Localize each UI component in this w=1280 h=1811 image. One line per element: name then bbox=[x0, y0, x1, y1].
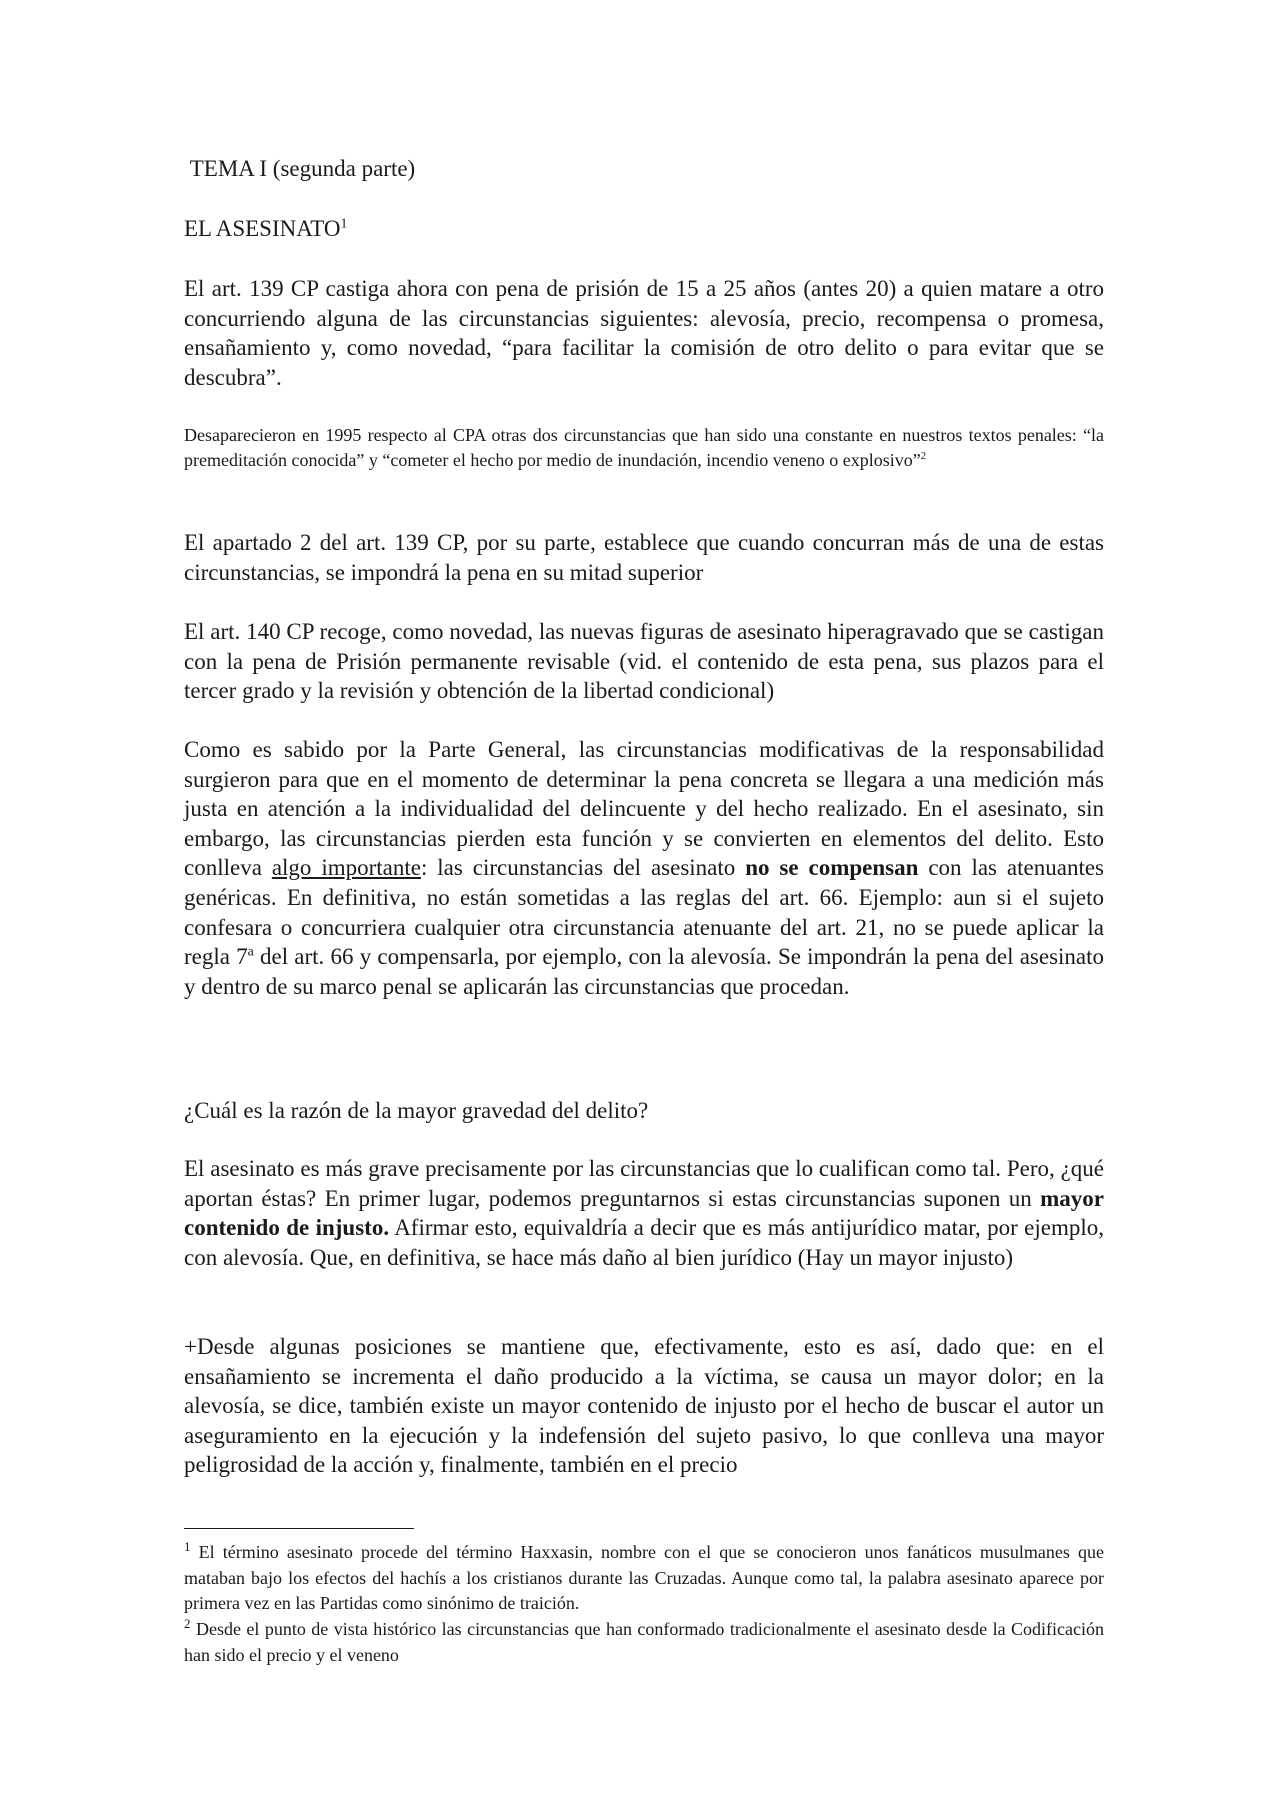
title-text: EL ASESINATO bbox=[184, 216, 341, 241]
paragraph-art139: El art. 139 CP castiga ahora con pena de prisión de 15 a 25 años (antes 20) a quien matare a otro concurriendo alguna de las circunstancias siguientes: alevosía, precio, recompensa o promesa, ensañamiento y, como novedad, “para facilitar la comisión de otro delito o para evitar que se descubra”. bbox=[184, 276, 1104, 390]
paragraph-apartado2: El apartado 2 del art. 139 CP, por su parte, establece que cuando concurran más de una de estas circunstancias, se impondrá la pena en su mitad superior bbox=[184, 530, 1104, 585]
footnote-1 bbox=[184, 1540, 1104, 1617]
footnote-1-number: 1 bbox=[184, 1539, 191, 1554]
note-small bbox=[184, 423, 1104, 473]
p4-text-a: Como es sabido por la Parte General, las circunstancias modificativas de la responsabilidad surgieron para que en el momento de determinar la pena concreta se llegara a una medición más justa en atención a la individualidad del delincuente y del hecho realizado. En el asesinato, sin embargo, las circunstancias pierden esta función y se convierten en elementos del delito. Esto conlleva bbox=[184, 737, 1104, 881]
paragraph-art140: El art. 140 CP recoge, como novedad, las nuevas figuras de asesinato hiperagravado que se castigan con la pena de Prisión permanente revisable (vid. el contenido de esta pena, sus plazos para el tercer grado y la revisión y obtención de la libertad condicional) bbox=[184, 619, 1104, 704]
question-heading: ¿Cuál es la razón de la mayor gravedad del delito? bbox=[184, 1098, 649, 1123]
underline-algo-importante: algo importante bbox=[271, 855, 421, 881]
p4-text-b: : las circunstancias del asesinato bbox=[420, 855, 746, 881]
footnote-1-text: El término asesinato procede del término Haxxasin, nombre con el que se conocieron unos fanáticos musulmanes que mataban bajo los efectos del hachís a los cristianos durante las Cruzadas. Aunque como tal, la palabra asesinato aparece por primera vez en las Partidas como sinónimo de traición. bbox=[184, 1542, 1104, 1613]
bold-no-se-compensan: no se compensan bbox=[745, 855, 919, 881]
note-small-text: Desaparecieron en 1995 respecto al CPA otras dos circunstancias que han sido una constante en nuestros textos penales: “la premeditación conocida” y “cometer el hecho por medio de inundación, incendio veneno o explosivo” bbox=[184, 425, 1104, 470]
footnote-2 bbox=[184, 1617, 1104, 1668]
footnote-2-number: 2 bbox=[184, 1616, 191, 1631]
footnote-2-text: Desde el punto de vista histórico las circunstancias que han conformado tradicionalmente el asesinato desde la Codificación han sido el precio y el veneno bbox=[184, 1619, 1104, 1665]
bold-mayor-contenido: mayor contenido de injusto. bbox=[184, 1185, 1104, 1241]
paragraph-circunstancias bbox=[184, 735, 1104, 1001]
footnote-ref-1[interactable]: 1 bbox=[340, 215, 348, 231]
superscript-a: a bbox=[247, 943, 254, 959]
paragraph-posiciones: +Desde algunas posiciones se mantiene que, efectivamente, esto es así, dado que: en el ensañamiento se incrementa el daño producido a la víctima, se causa un mayor dolor; en la alevosía, se dice, también existe un mayor contenido de injusto por el hecho de buscar el autor un aseguramiento en la ejecución y la indefensión del sujeto pasivo, lo que conlleva una mayor peligrosidad de la acción y, finalmente, también en el precio bbox=[184, 1334, 1104, 1478]
p5-text-b: Afirmar esto, equivaldría a decir que es más antijurídico matar, por ejemplo, con alevosía. Que, en definitiva, se hace más daño al bien jurídico (Hay un mayor injusto) bbox=[184, 1215, 1104, 1270]
footnote-ref-2[interactable]: 2 bbox=[920, 450, 927, 462]
tema-heading bbox=[184, 154, 1104, 184]
tema-text: TEMA I (segunda parte) bbox=[189, 156, 416, 181]
paragraph-razon bbox=[184, 1154, 1104, 1272]
p4-text-c: con las atenuantes genéricas. En definitiva, no están sometidas a las reglas del art. 66. Ejemplo: aun si el sujeto confesara o concurriera cualquier otra circunstancia atenuante del art. 21, no se puede aplicar la regla 7 bbox=[184, 855, 1104, 970]
p5-text-a: El asesinato es más grave precisamente por las circunstancias que lo cualifican como tal. Pero, ¿qué aportan éstas? En primer lugar, podemos preguntarnos si estas circunstancias suponen un bbox=[184, 1156, 1104, 1211]
footnote-separator bbox=[184, 1528, 414, 1529]
title-heading bbox=[184, 214, 1104, 244]
p4-text-d: del art. 66 y compensarla, por ejemplo, con la alevosía. Se impondrán la pena del asesinato y dentro de su marco penal se aplicarán las circunstancias que procedan. bbox=[184, 944, 1105, 999]
